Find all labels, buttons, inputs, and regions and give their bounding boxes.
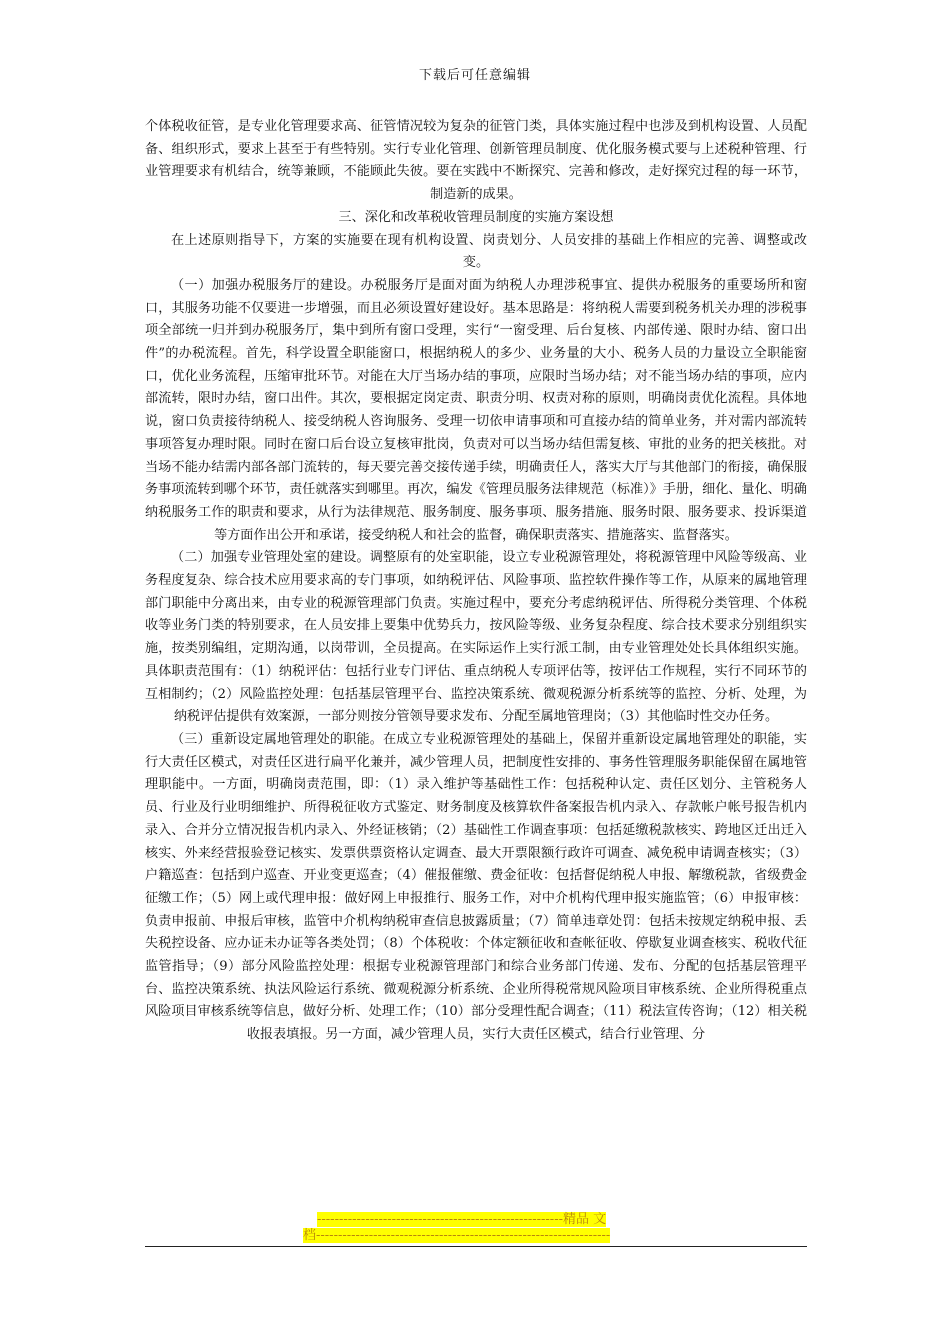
document-body	[145, 116, 807, 1047]
footer-line-2: 档-------------------------------------------------------------------	[303, 1228, 611, 1243]
paragraph-item-3: （三）重新设定属地管理处的职能。在成立专业税源管理处的基础上，保留并重新设定属地管理处的职能，实行大责任区模式，对责任区进行扁平化兼并，减少管理人员，把制度性安排的、事务性管理服务职能保留在属地管理职能中。一方面，明确岗责范围，即：（1）录入维护等基础性工作：包括税种认定、责任区划分、主管税务人员、行业及行业明细维护、所得税征收方式鉴定、财务制度及核算软件备案报告机内录入、存款帐户帐号报告机内录入、合并分立情况报告机内录入、外经证核销；（2）基础性工作调查事项：包括延缴税款核实、跨地区迁出迁入核实、外来经营报验登记核实、发票供票资格认定调查、最大开票限额行政许可调查、减免税申请调查核实；（3）户籍巡查：包括到户巡查、开业变更巡查；（4）催报催缴、费金征收：包括督促纳税人申报、解缴税款，省级费金征缴工作；（5）网上或代理申报：做好网上申报推行、服务工作，对中介机构代理申报实施监管；（6）申报审核：负责申报前、申报后审核，监管中介机构纳税审查信息披露质量；（7）简单违章处罚：包括未按规定纳税申报、丢失税控设备、应办证未办证等各类处罚；（8）个体税收：个体定额征收和查帐征收、停歇复业调查核实、税收代征监管指导；（9）部分风险监控处理：根据专业税源管理部门和综合业务部门传递、发布、分配的包括基层管理平台、监控决策系统、执法风险运行系统、微观税源分析系统、企业所得税常规风险项目审核系统、企业所得税重点风险项目审核系统等信息，做好分析、处理工作；（10）部分受理性配合调查；（11）税法宣传咨询；（12）相关税收报表填报。另一方面，减少管理人员，实行大责任区模式，结合行业管理、分	[145, 731, 807, 1043]
footer-divider	[145, 1246, 807, 1247]
page-header: 下载后可任意编辑	[418, 68, 531, 83]
section-heading: 三、深化和改革税收管理员制度的实施方案设想	[338, 209, 614, 225]
paragraph-intro: 个体税收征管，是专业化管理要求高、征管情况较为复杂的征管门类，具体实施过程中也涉及到机构设置、人员配备、组织形式，要求上甚至于有些特别。实行专业化管理、创新管理员制度、优化服务模式要与上述税种管理、行业管理要求有机结合，统等兼顾，不能顾此失彼。要在实践中不断探究、完善和修改，走好探究过程的每一环节，制造新的成果。	[145, 119, 807, 203]
paragraph-item-1: （一）加强办税服务厅的建设。办税服务厅是面对面为纳税人办理涉税事宜、提供办税服务的重要场所和窗口，其服务功能不仅要进一步增强，而且必须设置好建设好。基本思路是：将纳税人需要到税务机关办理的涉税事项全部统一归并到办税服务厅，集中到所有窗口受理，实行“一窗受理、后台复核、内部传递、限时办结、窗口出件”的办税流程。首先，科学设置全职能窗口，根据纳税人的多少、业务量的大小、税务人员的力量设立全职能窗口，优化业务流程，压缩审批环节。对能在大厅当场办结的事项，应限时当场办结；对不能当场办结的事项，应内部流转，限时办结，窗口出件。其次，要根据定岗定责、职责分明、权责对称的原则，明确岗责优化流程。具体地说，窗口负责接待纳税人、接受纳税人咨询服务、受理一切依申请事项和可直接办结的简单业务，并对需内部流转事项答复办理时限。同时在窗口后台设立复核审批岗，负责对可以当场办结但需复核、审批的业务的把关核批。对当场不能办结需内部各部门流转的，每天要完善交接传递手续，明确责任人，落实大厅与其他部门的衔接，确保服务事项流转到哪个环节，责任就落实到哪里。再次，编发《管理员服务法律规范（标准）》手册，细化、量化、明确纳税服务工作的职责和要求，从行为法律规范、服务制度、服务事项、服务措施、服务时限、服务要求、投诉渠道等方面作出公开和承诺，接受纳税人和社会的监督，确保职责落实、措施落实、监督落实。	[145, 277, 807, 543]
page-footer	[145, 1212, 807, 1244]
paragraph-item-2: （二）加强专业管理处室的建设。调整原有的处室职能，设立专业税源管理处，将税源管理中风险等级高、业务程度复杂、综合技术应用要求高的专门事项，如纳税评估、风险事项、监控软件操作等工作，从原来的属地管理部门职能中分离出来，由专业的税源管理部门负责。实施过程中，要充分考虑纳税评估、所得税分类管理、个体税收等业务门类的特别要求，在人员安排上要集中优势兵力，按风险等级、业务复杂程度、综合技术要求分别组织实施，按类别编组，定期沟通，以岗带训，全员提高。在实际运作上实行派工制，由专业管理处处长具体组织实施。具体职责范围有：（1）纳税评估：包括行业专门评估、重点纳税人专项评估等，按评估工作规程，实行不同环节的互相制约；（2）风险监控处理：包括基层管理平台、监控决策系统、微观税源分析系统等的监控、分析、处理，为纳税评估提供有效案源，一部分则按分管领导要求发布、分配至属地管理岗；（3）其他临时性交办任务。	[145, 550, 807, 725]
paragraph-principle: 在上述原则指导下，方案的实施要在现有机构设置、岗责划分、人员安排的基础上作相应的完善、调整或改变。	[171, 232, 807, 271]
footer-line-1: --------------------------------------------------------精品 文	[317, 1212, 607, 1227]
